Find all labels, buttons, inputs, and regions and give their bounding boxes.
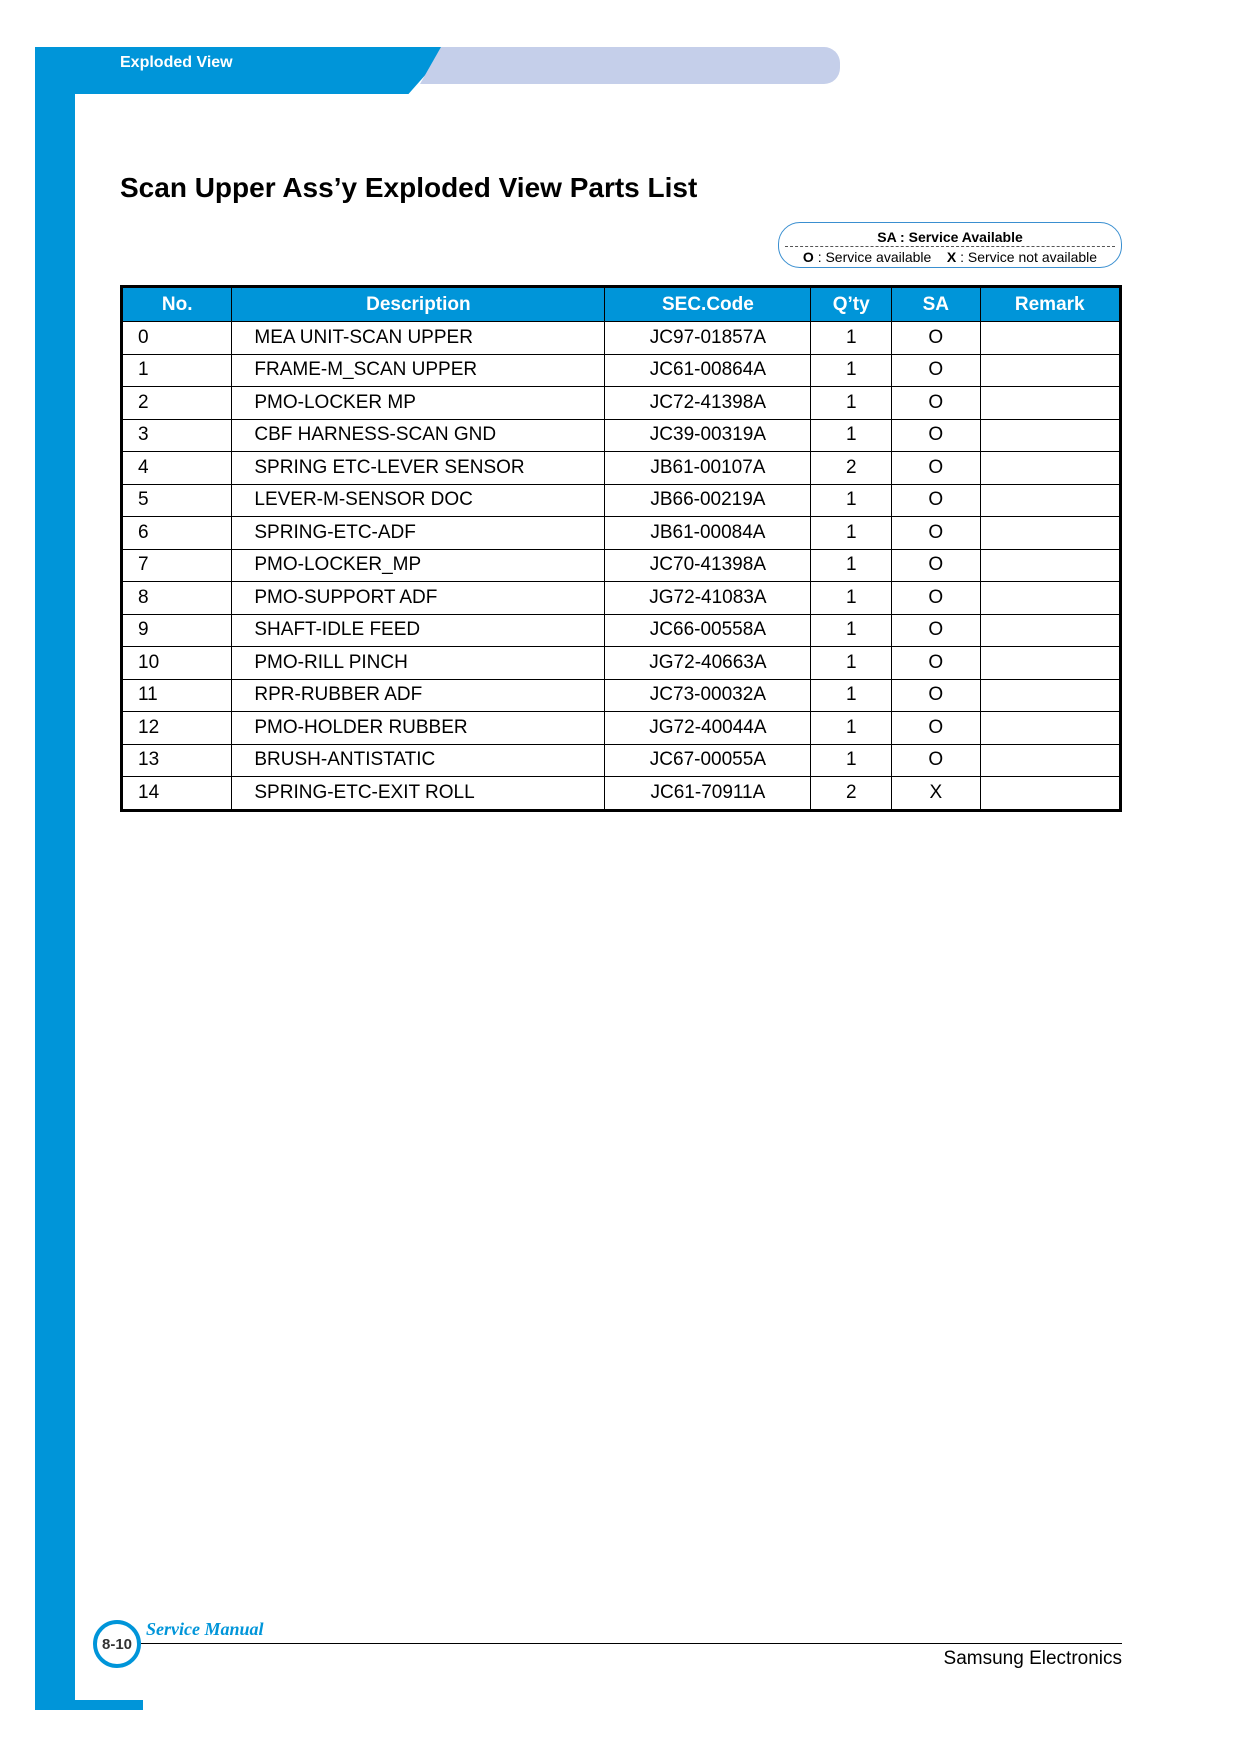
table-header-row [122, 287, 1121, 322]
table-row [122, 582, 1121, 615]
cell-qty: 2 [811, 452, 892, 485]
page-number: 8-10 [101, 1635, 133, 1653]
footer-divider [141, 1643, 1122, 1644]
cell-remark [980, 549, 1120, 582]
page-number-badge [93, 1620, 141, 1668]
header-strip [420, 47, 840, 84]
cell-qty: 1 [811, 387, 892, 420]
cell-remark [980, 582, 1120, 615]
cell-sec-code: JC66-00558A [605, 614, 811, 647]
cell-description: PMO-LOCKER_MP [232, 549, 605, 582]
header-tab [35, 47, 450, 94]
cell-sa: O [892, 647, 980, 680]
cell-no: 8 [122, 582, 232, 615]
cell-description: MEA UNIT-SCAN UPPER [232, 322, 605, 355]
legend-x-text: : Service not available [960, 249, 1098, 265]
cell-sec-code: JC39-00319A [605, 419, 811, 452]
header-no: No. [122, 287, 232, 322]
cell-remark [980, 614, 1120, 647]
table-row [122, 744, 1121, 777]
cell-qty: 1 [811, 614, 892, 647]
cell-no: 13 [122, 744, 232, 777]
cell-qty: 1 [811, 419, 892, 452]
cell-sa: O [892, 744, 980, 777]
page-title: Scan Upper Ass’y Exploded View Parts List [120, 172, 698, 203]
table-row [122, 614, 1121, 647]
table-row [122, 354, 1121, 387]
legend-title: SA : Service Available [877, 229, 1023, 245]
cell-sa: O [892, 679, 980, 712]
cell-qty: 1 [811, 679, 892, 712]
cell-sa: O [892, 614, 980, 647]
cell-description: RPR-RUBBER ADF [232, 679, 605, 712]
cell-sa: O [892, 419, 980, 452]
cell-no: 10 [122, 647, 232, 680]
table-row [122, 647, 1121, 680]
table-row [122, 452, 1121, 485]
table-row [122, 387, 1121, 420]
sa-legend [778, 222, 1122, 268]
cell-remark [980, 679, 1120, 712]
cell-sa: O [892, 387, 980, 420]
cell-description: CBF HARNESS-SCAN GND [232, 419, 605, 452]
cell-description: SPRING-ETC-ADF [232, 517, 605, 550]
cell-sa: X [892, 777, 980, 811]
legend-description [779, 249, 1121, 265]
cell-description: BRUSH-ANTISTATIC [232, 744, 605, 777]
cell-no: 12 [122, 712, 232, 745]
table-row [122, 777, 1121, 811]
table-row [122, 419, 1121, 452]
cell-no: 9 [122, 614, 232, 647]
cell-no: 1 [122, 354, 232, 387]
cell-sec-code: JC61-00864A [605, 354, 811, 387]
cell-sec-code: JB61-00084A [605, 517, 811, 550]
cell-qty: 1 [811, 354, 892, 387]
cell-description: PMO-SUPPORT ADF [232, 582, 605, 615]
cell-remark [980, 484, 1120, 517]
table-row [122, 484, 1121, 517]
cell-no: 7 [122, 549, 232, 582]
table-row [122, 679, 1121, 712]
cell-description: LEVER-M-SENSOR DOC [232, 484, 605, 517]
cell-description: SHAFT-IDLE FEED [232, 614, 605, 647]
cell-sa: O [892, 582, 980, 615]
cell-qty: 2 [811, 777, 892, 811]
header-sec-code: SEC.Code [605, 287, 811, 322]
cell-sec-code: JC67-00055A [605, 744, 811, 777]
parts-table [120, 285, 1122, 812]
cell-qty: 1 [811, 647, 892, 680]
cell-sec-code: JC61-70911A [605, 777, 811, 811]
header-qty: Q’ty [811, 287, 892, 322]
cell-no: 2 [122, 387, 232, 420]
side-band [35, 47, 75, 1710]
table-row [122, 517, 1121, 550]
cell-sec-code: JC70-41398A [605, 549, 811, 582]
header-description: Description [232, 287, 605, 322]
table-row [122, 322, 1121, 355]
legend-x-symbol: X [946, 249, 957, 265]
cell-description: PMO-HOLDER RUBBER [232, 712, 605, 745]
cell-no: 3 [122, 419, 232, 452]
cell-description: SPRING-ETC-EXIT ROLL [232, 777, 605, 811]
cell-sa: O [892, 354, 980, 387]
cell-sec-code: JC72-41398A [605, 387, 811, 420]
cell-description: PMO-RILL PINCH [232, 647, 605, 680]
cell-remark [980, 322, 1120, 355]
cell-remark [980, 647, 1120, 680]
cell-sec-code: JG72-40663A [605, 647, 811, 680]
cell-sec-code: JB61-00107A [605, 452, 811, 485]
cell-remark [980, 387, 1120, 420]
cell-sec-code: JG72-41083A [605, 582, 811, 615]
cell-remark [980, 712, 1120, 745]
cell-sa: O [892, 452, 980, 485]
cell-no: 14 [122, 777, 232, 811]
cell-remark [980, 419, 1120, 452]
cell-sec-code: JB66-00219A [605, 484, 811, 517]
cell-sa: O [892, 712, 980, 745]
cell-remark [980, 744, 1120, 777]
cell-no: 0 [122, 322, 232, 355]
legend-divider [785, 246, 1115, 247]
header-remark: Remark [980, 287, 1120, 322]
footer-band [35, 1700, 143, 1710]
cell-sec-code: JC97-01857A [605, 322, 811, 355]
cell-no: 4 [122, 452, 232, 485]
cell-sec-code: JC73-00032A [605, 679, 811, 712]
cell-qty: 1 [811, 517, 892, 550]
cell-qty: 1 [811, 712, 892, 745]
cell-sa: O [892, 322, 980, 355]
cell-remark [980, 452, 1120, 485]
parts-table-body [122, 322, 1121, 811]
cell-qty: 1 [811, 549, 892, 582]
header-sa: SA [892, 287, 980, 322]
table-row [122, 712, 1121, 745]
cell-qty: 1 [811, 484, 892, 517]
cell-remark [980, 777, 1120, 811]
cell-description: SPRING ETC-LEVER SENSOR [232, 452, 605, 485]
cell-no: 11 [122, 679, 232, 712]
cell-qty: 1 [811, 582, 892, 615]
table-row [122, 549, 1121, 582]
cell-description: FRAME-M_SCAN UPPER [232, 354, 605, 387]
cell-remark [980, 354, 1120, 387]
company-name: Samsung Electronics [943, 1648, 1122, 1669]
legend-o-symbol: O [802, 249, 814, 265]
cell-sa: O [892, 549, 980, 582]
cell-no: 5 [122, 484, 232, 517]
section-label: Exploded View [120, 54, 233, 71]
cell-no: 6 [122, 517, 232, 550]
cell-sa: O [892, 484, 980, 517]
legend-o-text: : Service available [817, 249, 932, 265]
service-manual-label: Service Manual [146, 1619, 264, 1639]
cell-qty: 1 [811, 744, 892, 777]
cell-remark [980, 517, 1120, 550]
cell-qty: 1 [811, 322, 892, 355]
cell-sa: O [892, 517, 980, 550]
cell-sec-code: JG72-40044A [605, 712, 811, 745]
cell-description: PMO-LOCKER MP [232, 387, 605, 420]
